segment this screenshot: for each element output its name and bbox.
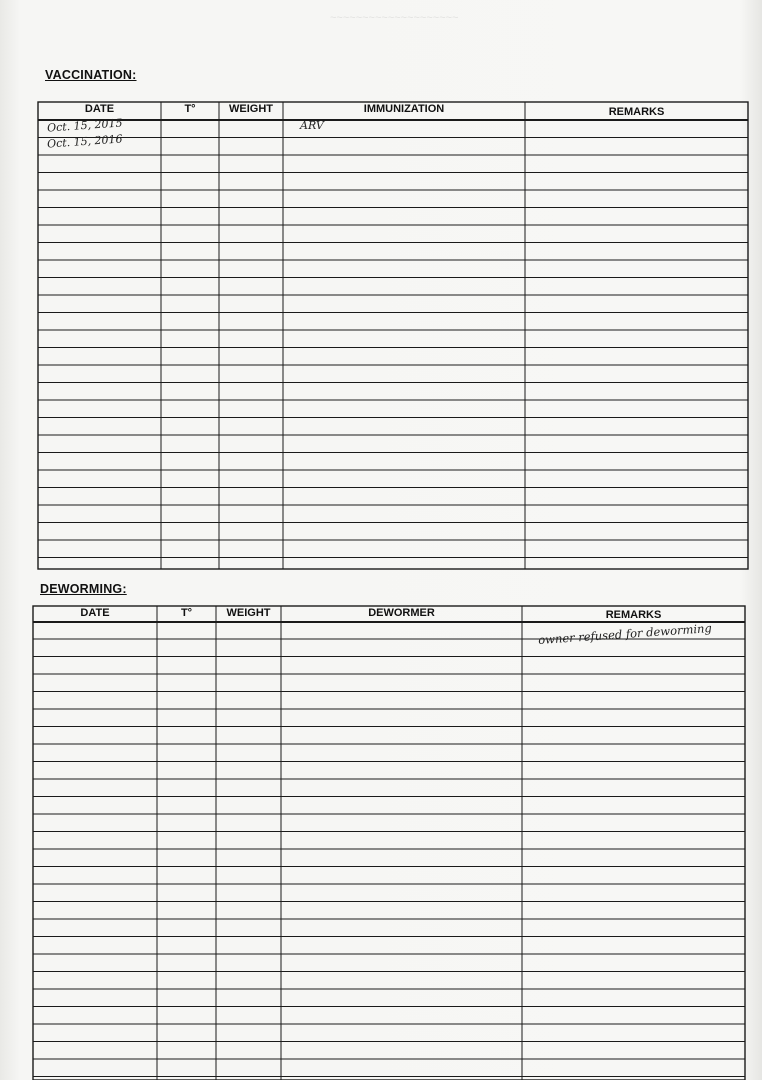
vaccination-header-weight: WEIGHT xyxy=(229,103,273,115)
vaccination-entry-date-2: Oct. 15, 2016 xyxy=(46,132,123,151)
vaccination-header-remarks: REMARKS xyxy=(608,106,665,118)
deworming-header-date: DATE xyxy=(80,607,110,619)
deworming-entry-remarks-1: owner refused for deworming xyxy=(537,620,713,648)
bleed-through-text: ~~~~~~~~~~~~~~~~~~~~ xyxy=(330,12,459,24)
deworming-table-grid xyxy=(33,606,745,1080)
vaccination-header-temp: T° xyxy=(184,103,196,115)
deworming-header-remarks: REMARKS xyxy=(605,609,662,621)
deworming-title: DEWORMING: xyxy=(40,582,127,596)
deworming-header-temp: T° xyxy=(180,607,193,619)
deworming-header-weight: WEIGHT xyxy=(226,607,271,619)
deworming-header-dewormer: DEWORMER xyxy=(368,607,435,619)
vaccination-entry-date-1: Oct. 15, 2015 xyxy=(46,116,123,135)
vaccination-title: VACCINATION: xyxy=(45,68,137,82)
vaccination-entry-immunization-1: ARV xyxy=(300,119,324,132)
vaccination-header-date: DATE xyxy=(84,103,115,115)
vaccination-header-immunization: IMMUNIZATION xyxy=(363,103,445,115)
